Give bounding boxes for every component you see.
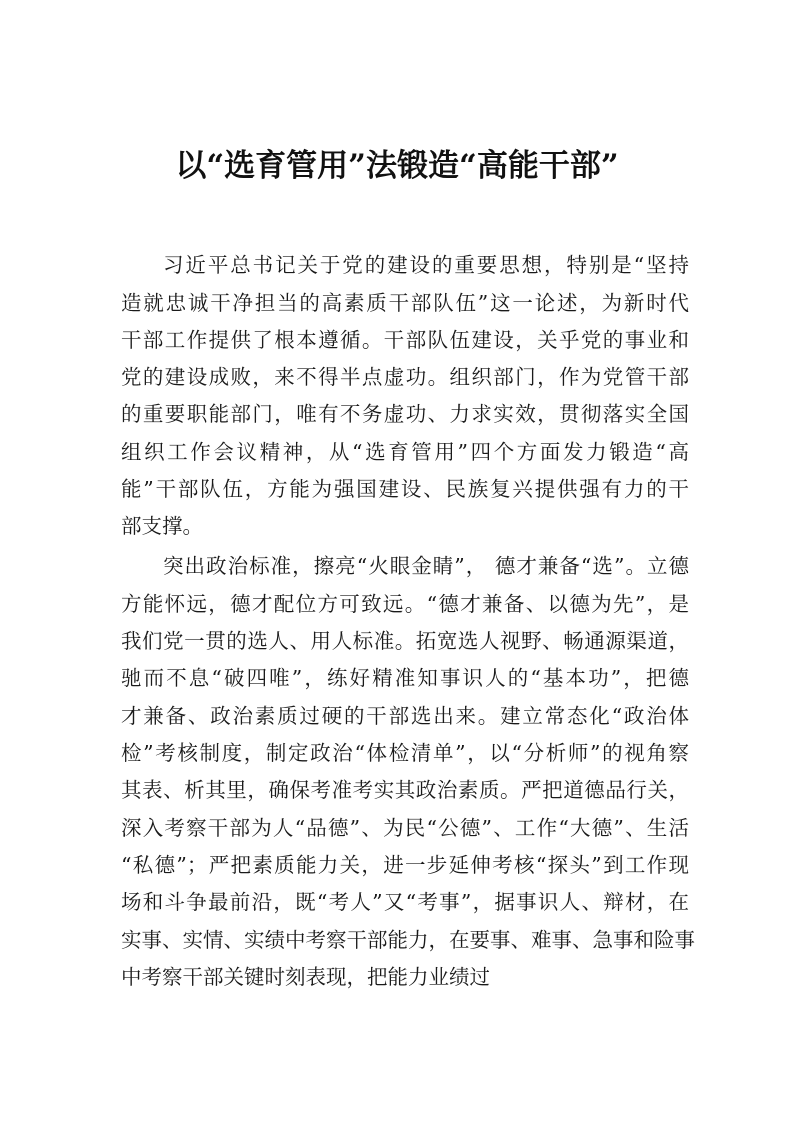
paragraph-2-line-9: “私德”；严把素质能力关，进一步延伸考核“探头”到工作现 [121,853,689,877]
paragraph-1-line-2: 造就忠诚干净担当的高素质干部队伍”这一论述，为新时代 [121,291,689,315]
paragraph-2-line-4: 驰而不息“破四唯”，练好精准知事识人的“基本功”，把德 [121,666,689,690]
paragraph-1-line-3: 干部工作提供了根本遵循。干部队伍建设，关乎党的事业和 [121,328,689,352]
paragraph-1-line-6: 组织工作会议精神，从“选育管用”四个方面发力锻造“高 [121,440,689,464]
paragraph-2-line-5: 才兼备、政治素质过硬的干部选出来。建立常态化“政治体 [121,704,689,728]
paragraph-1-line-1: 习近平总书记关于党的建设的重要思想，特别是“坚持 [163,253,689,277]
paragraph-2-line-10: 场和斗争最前沿，既“考人”又“考事”，据事识人、辩材，在 [121,890,689,914]
paragraph-2-line-12: 中考察干部关键时刻表现，把能力业绩过 [121,965,490,989]
paragraph-2-line-2: 方能怀远，德才配位方可致远。“德才兼备、以德为先”，是 [121,592,689,616]
paragraph-2-line-7: 其表、析其里，确保考准考实其政治素质。严把道德品行关， [121,778,689,802]
paragraph-1-line-5: 的重要职能部门，唯有不务虚功、力求实效，贯彻落实全国 [121,402,689,426]
paragraph-2-line-3: 我们党一贯的选人、用人标准。拓宽选人视野、畅通源渠道， [121,629,689,653]
paragraph-2-line-6: 检”考核制度，制定政治“体检清单”，以“分析师”的视角察 [121,741,689,765]
paragraph-1-line-7: 能”干部队伍，方能为强国建设、民族复兴提供强有力的干 [121,477,689,501]
paragraph-2-line-1: 突出政治标准，擦亮“火眼金睛”， 德才兼备“选”。立德 [163,554,689,578]
paragraph-2-line-8: 深入考察干部为人“品德”、为民“公德”、工作“大德”、生活 [121,816,689,840]
paragraph-1-line-8: 部支撑。 [121,514,203,538]
paragraph-1-line-4: 党的建设成败，来不得半点虚功。组织部门，作为党管干部 [121,365,689,389]
document-title: 以“选育管用”法锻造“高能干部” [175,148,619,184]
paragraph-2-line-11: 实事、实情、实绩中考察干部能力，在要事、难事、急事和险事 [121,928,695,952]
